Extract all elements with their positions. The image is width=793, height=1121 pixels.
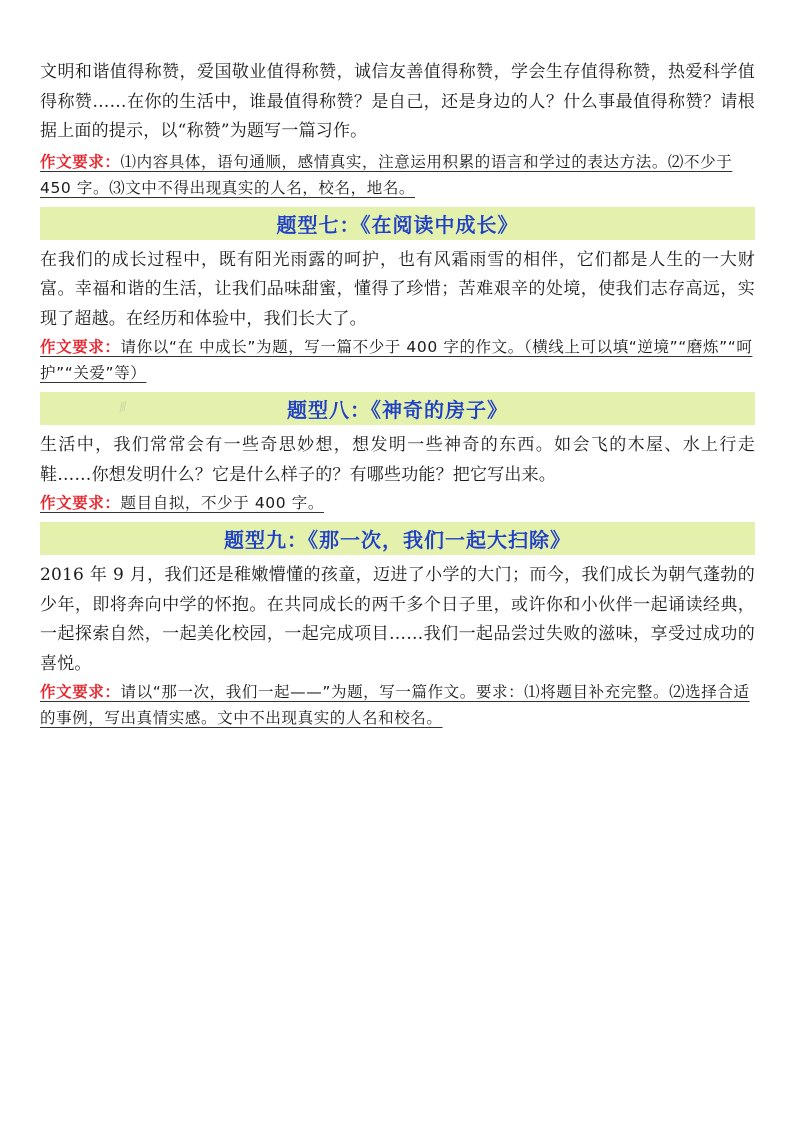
section-requirement-7 — [40, 334, 755, 386]
intro-paragraph: 文明和谐值得称赞，爱国敬业值得称赞，诚信友善值得称赞，学会生存值得称赞，热爱科学值得称赞……在你的生活中，谁最值得称赞？是自己，还是身边的人？什么事最值得称赞？请根据上面的提示，以“称赞”为题写一篇习作。 — [40, 62, 755, 141]
requirement-text: 请以“那一次，我们一起——”为题，写一篇作文。要求：⑴将题目补充完整。⑵选择合适的事例，写出真情实感。文中不出现真实的人名和校名。 — [40, 683, 750, 727]
section-title-8: 题型八：《神奇的房子》 — [287, 398, 508, 422]
section-title-9: 题型九：《那一次，我们一起大扫除》 — [224, 528, 571, 552]
requirement-text: 请你以“在 中成长”为题，写一篇不少于 400 字的作文。（横线上可以填“逆境”“磨炼”“呵护”“关爱”等） — [40, 338, 753, 382]
requirement-text: 题目自拟，不少于 400 字。 — [120, 494, 324, 512]
requirement-label: 作文要求： — [40, 494, 121, 512]
intro-requirement — [40, 149, 755, 201]
section-banner-8 — [40, 392, 755, 425]
faint-scribble-mark: ⁄⁄⁄ — [117, 399, 129, 415]
requirement-label: 作文要求： — [40, 683, 121, 701]
section-banner-9 — [40, 522, 755, 555]
section-paragraph-9: 2016 年 9 月，我们还是稚嫩懵懂的孩童，迈进了小学的大门；而今，我们成长为朝气蓬勃的少年，即将奔向中学的怀抱。在共同成长的两千多个日子里，或许你和小伙伴一起诵读经典，一起探索自然，一起美化校园，一起完成项目……我们一起品尝过失败的滋味，享受过成功的喜悦。 — [40, 565, 755, 674]
document-page — [40, 58, 755, 731]
requirement-text: ⑴内容具体，语句通顺，感情真实，注意运用积累的语言和学过的表达方法。⑵不少于 450 字。⑶文中不得出现真实的人名，校名，地名。 — [40, 152, 733, 197]
section-paragraph-7: 在我们的成长过程中，既有阳光雨露的呵护，也有风霜雨雪的相伴，它们都是人生的一大财富。幸福和谐的生活，让我们品味甜蜜，懂得了珍惜；苦难艰辛的处境，使我们志存高远，实现了超越。在经历和体验中，我们长大了。 — [40, 249, 755, 329]
section-requirement-9 — [40, 679, 755, 731]
requirement-label: 作文要求： — [40, 152, 121, 171]
section-paragraph-8: 生活中，我们常常会有一些奇思妙想，想发明一些神奇的东西。如会飞的木屋、水上行走鞋……你想发明什么？它是什么样子的？有哪些功能？把它写出来。 — [40, 435, 755, 485]
section-title-7: 题型七：《在阅读中成长》 — [276, 212, 519, 237]
requirement-label: 作文要求： — [40, 338, 121, 356]
section-banner-7 — [40, 207, 755, 240]
section-requirement-8 — [40, 490, 755, 516]
